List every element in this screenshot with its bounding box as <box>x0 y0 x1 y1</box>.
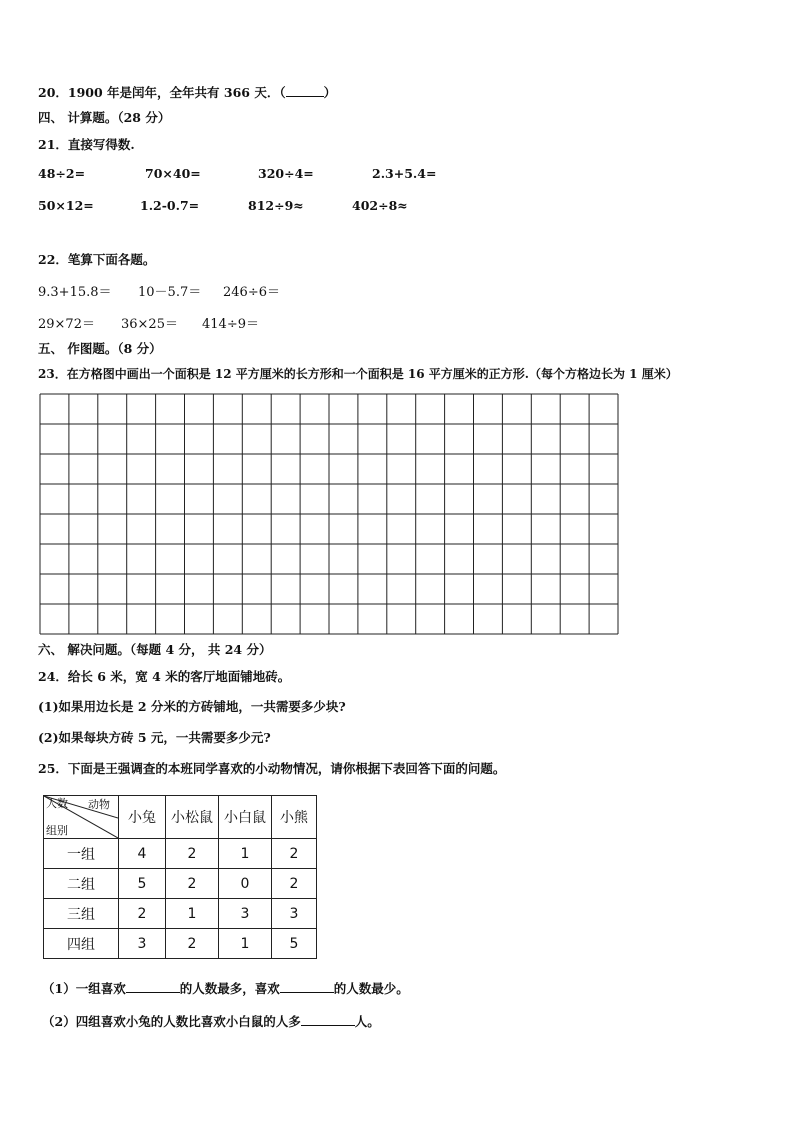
q25-sub1-b: 的人数最多，喜欢 <box>179 981 280 996</box>
table-cell: 2 <box>272 839 317 869</box>
table-cell: 3 <box>219 899 272 929</box>
q22-r2-c1: 29×72＝ <box>38 317 95 332</box>
q20-line <box>38 83 336 101</box>
q25-sub1-a: （1）一组喜欢 <box>42 981 126 996</box>
q22-r2-c3: 414÷9＝ <box>202 317 259 332</box>
q25-sub2 <box>42 1012 380 1030</box>
section4-title: 四、 计算题。（28 分） <box>38 110 171 125</box>
q20-close: ） <box>323 85 337 100</box>
table-row <box>44 929 317 959</box>
corner-label-count: 人数 <box>46 797 68 810</box>
row-group-label: 四组 <box>44 929 119 959</box>
q21-r2-c1: 50×12= <box>38 198 94 213</box>
q22-r1-c3: 246÷6＝ <box>223 285 280 300</box>
q23-title: 23．在方格图中画出一个面积是 12 平方厘米的长方形和一个面积是 16 平方厘米的正方形.（每个方格边长为 1 厘米） <box>38 367 678 381</box>
drawing-grid[interactable] <box>39 393 619 635</box>
q25-sub1-c: 的人数最少。 <box>333 981 409 996</box>
table-cell: 5 <box>119 869 166 899</box>
table-cell: 2 <box>119 899 166 929</box>
row-group-label: 二组 <box>44 869 119 899</box>
table-cell: 3 <box>119 929 166 959</box>
table-row <box>44 869 317 899</box>
q24-part1: (1)如果用边长是 2 分米的方砖铺地，一共需要多少块? <box>38 699 346 714</box>
col-header-squirrel: 小松鼠 <box>166 796 219 839</box>
section6-title: 六、 解决问题。（每题 4 分， 共 24 分） <box>38 642 272 657</box>
table-row <box>44 899 317 929</box>
q21-r1-c4: 2.3+5.4= <box>372 166 437 181</box>
table-cell: 1 <box>166 899 219 929</box>
table-row <box>44 839 317 869</box>
col-header-rabbit: 小兔 <box>119 796 166 839</box>
table-cell: 2 <box>166 869 219 899</box>
q25-blank-most[interactable] <box>126 980 180 993</box>
q20-answer-blank[interactable] <box>286 84 324 97</box>
q25-sub2-a: （2）四组喜欢小兔的人数比喜欢小白鼠的人多 <box>42 1014 301 1029</box>
col-header-bear: 小熊 <box>272 796 317 839</box>
col-header-white-mouse: 小白鼠 <box>219 796 272 839</box>
q21-r2-c3: 812÷9≈ <box>248 198 304 213</box>
corner-label-animal: 动物 <box>88 798 110 811</box>
section5-title: 五、 作图题。（8 分） <box>38 341 162 356</box>
q22-title: 22．笔算下面各题。 <box>38 252 156 267</box>
q22-r2-c2: 36×25＝ <box>121 317 178 332</box>
table-cell: 3 <box>272 899 317 929</box>
q25-title: 25．下面是王强调查的本班同学喜欢的小动物情况，请你根据下表回答下面的问题。 <box>38 761 506 776</box>
row-group-label: 一组 <box>44 839 119 869</box>
row-group-label: 三组 <box>44 899 119 929</box>
q25-sub2-b: 人。 <box>354 1014 380 1029</box>
table-cell: 2 <box>166 929 219 959</box>
table-cell: 1 <box>219 839 272 869</box>
table-corner-cell <box>44 796 119 839</box>
q24-title: 24．给长 6 米，宽 4 米的客厅地面铺地砖。 <box>38 669 291 684</box>
q21-r1-c2: 70×40= <box>145 166 201 181</box>
q22-r1-c1: 9.3+15.8＝ <box>38 285 112 300</box>
q22-r1-c2: 10－5.7＝ <box>138 285 202 300</box>
q21-r2-c2: 1.2-0.7= <box>140 198 200 213</box>
q21-r1-c1: 48÷2= <box>38 166 86 181</box>
table-cell: 2 <box>166 839 219 869</box>
q25-blank-least[interactable] <box>280 980 334 993</box>
q21-title: 21．直接写得数. <box>38 137 135 152</box>
q24-part2: (2)如果每块方砖 5 元，一共需要多少元? <box>38 730 271 745</box>
animal-preference-table <box>43 795 317 959</box>
table-cell: 5 <box>272 929 317 959</box>
q25-sub1 <box>42 979 409 997</box>
table-cell: 4 <box>119 839 166 869</box>
q25-blank-difference[interactable] <box>301 1013 355 1026</box>
table-cell: 1 <box>219 929 272 959</box>
table-cell: 2 <box>272 869 317 899</box>
q20-text: 20．1900 年是闰年，全年共有 366 天．（ <box>38 85 286 100</box>
q21-r1-c3: 320÷4= <box>258 166 314 181</box>
q21-r2-c4: 402÷8≈ <box>352 198 408 213</box>
table-cell: 0 <box>219 869 272 899</box>
corner-label-group: 组别 <box>46 824 68 837</box>
